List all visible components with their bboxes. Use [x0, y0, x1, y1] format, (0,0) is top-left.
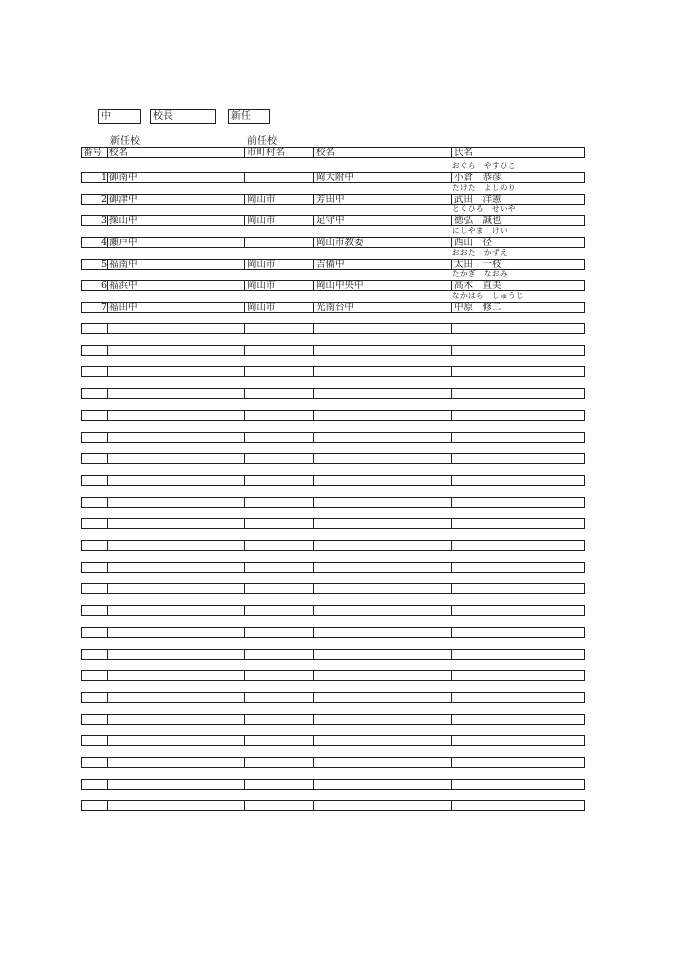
divider	[451, 433, 452, 442]
divider	[313, 389, 314, 398]
header-school: 校名	[109, 148, 129, 157]
divider	[451, 801, 452, 810]
empty-table-row	[81, 366, 585, 377]
divider	[244, 715, 245, 724]
divider	[244, 758, 245, 767]
prev-school-name: 吉備中	[316, 260, 345, 269]
divider	[313, 650, 314, 659]
empty-table-row	[81, 800, 585, 811]
divider	[107, 563, 108, 572]
prev-school-name: 岡大附中	[316, 173, 355, 182]
divider	[451, 519, 452, 528]
divider	[313, 758, 314, 767]
position-text: 校長	[153, 111, 173, 122]
divider	[451, 758, 452, 767]
divider	[313, 628, 314, 637]
table-row	[81, 280, 585, 291]
divider	[107, 736, 108, 745]
divider	[107, 476, 108, 485]
divider	[244, 216, 245, 225]
divider	[107, 238, 108, 247]
divider	[107, 367, 108, 376]
divider	[244, 281, 245, 290]
divider	[107, 758, 108, 767]
divider	[244, 303, 245, 312]
city-name	[247, 173, 313, 182]
divider	[313, 346, 314, 355]
empty-table-row	[81, 779, 585, 790]
divider	[313, 801, 314, 810]
divider	[451, 303, 452, 312]
table-row	[81, 259, 585, 270]
divider	[313, 433, 314, 442]
divider	[313, 584, 314, 593]
divider	[313, 173, 314, 182]
divider	[107, 628, 108, 637]
divider	[313, 780, 314, 789]
empty-table-row	[81, 345, 585, 356]
position-box	[150, 109, 216, 124]
divider	[244, 584, 245, 593]
divider	[313, 195, 314, 204]
divider	[313, 260, 314, 269]
divider	[313, 736, 314, 745]
divider	[451, 693, 452, 702]
prev-school-name: 光南台中	[316, 303, 355, 312]
divider	[107, 715, 108, 724]
divider	[313, 324, 314, 333]
person-name: 徳弘 誠也	[454, 216, 502, 225]
divider	[107, 671, 108, 680]
divider	[313, 541, 314, 550]
new-school-name: 福浜中	[109, 281, 138, 290]
divider	[451, 346, 452, 355]
empty-table-row	[81, 583, 585, 594]
divider	[313, 519, 314, 528]
divider	[107, 606, 108, 615]
city-name: 岡山市	[247, 281, 276, 290]
city-name: 岡山市	[247, 303, 276, 312]
empty-table-row	[81, 627, 585, 638]
divider	[313, 476, 314, 485]
empty-table-row	[81, 562, 585, 573]
divider	[313, 238, 314, 247]
new-school-name: 福田中	[109, 303, 138, 312]
divider	[107, 260, 108, 269]
name-furigana: たかぎ なおみ	[452, 269, 508, 278]
divider	[451, 715, 452, 724]
divider	[451, 173, 452, 182]
row-number: 7	[100, 303, 107, 312]
divider	[107, 650, 108, 659]
header-city: 市町村名	[247, 148, 286, 157]
divider	[313, 671, 314, 680]
new-school-section-label: 新任校	[110, 136, 140, 147]
divider	[451, 606, 452, 615]
divider	[244, 519, 245, 528]
name-furigana: たけた よしのり	[452, 183, 516, 192]
person-name: 太田 一枝	[454, 260, 502, 269]
divider	[451, 671, 452, 680]
divider	[313, 693, 314, 702]
empty-table-row	[81, 432, 585, 443]
divider	[244, 650, 245, 659]
divider	[244, 541, 245, 550]
city-name: 岡山市	[247, 216, 276, 225]
new-school-name: 福南中	[109, 260, 138, 269]
empty-table-row	[81, 475, 585, 486]
table-row	[81, 172, 585, 183]
divider	[451, 411, 452, 420]
divider	[107, 389, 108, 398]
new-school-name: 操山中	[109, 216, 138, 225]
divider	[107, 498, 108, 507]
divider	[313, 216, 314, 225]
divider	[107, 173, 108, 182]
divider	[451, 650, 452, 659]
divider	[107, 801, 108, 810]
new-school-name: 瀬戸中	[109, 238, 138, 247]
divider	[244, 563, 245, 572]
row-number: 2	[100, 195, 107, 204]
empty-table-row	[81, 410, 585, 421]
empty-table-row	[81, 388, 585, 399]
name-furigana: にしやま けい	[452, 226, 508, 235]
divider	[451, 454, 452, 463]
divider	[451, 260, 452, 269]
divider	[244, 324, 245, 333]
divider	[451, 148, 452, 157]
divider	[313, 498, 314, 507]
empty-table-row	[81, 605, 585, 616]
city-name	[247, 238, 313, 247]
divider	[244, 411, 245, 420]
divider	[244, 389, 245, 398]
level-text: 中	[101, 111, 111, 122]
divider	[244, 780, 245, 789]
divider	[244, 148, 245, 157]
header-number: 番号	[83, 148, 103, 157]
city-name: 岡山市	[247, 260, 276, 269]
name-furigana: おぐら やすひこ	[452, 161, 516, 170]
divider	[313, 303, 314, 312]
divider	[244, 498, 245, 507]
header-prev-school: 校名	[316, 148, 336, 157]
empty-table-row	[81, 323, 585, 334]
divider	[107, 433, 108, 442]
divider	[244, 736, 245, 745]
name-furigana: なかはら しゅうじ	[452, 291, 524, 300]
divider	[244, 693, 245, 702]
divider	[451, 498, 452, 507]
new-school-name: 御南中	[109, 173, 138, 182]
divider	[107, 346, 108, 355]
divider	[451, 367, 452, 376]
divider	[244, 628, 245, 637]
level-box	[98, 109, 141, 124]
divider	[313, 606, 314, 615]
new-school-name: 御津中	[109, 195, 138, 204]
row-number: 3	[100, 216, 107, 225]
divider	[313, 281, 314, 290]
row-number: 1	[100, 173, 107, 182]
divider	[451, 216, 452, 225]
divider	[244, 173, 245, 182]
divider	[451, 584, 452, 593]
row-number: 4	[100, 238, 107, 247]
divider	[107, 216, 108, 225]
empty-table-row	[81, 670, 585, 681]
empty-table-row	[81, 649, 585, 660]
divider	[451, 541, 452, 550]
table-header-row	[81, 147, 585, 158]
divider	[451, 563, 452, 572]
divider	[107, 411, 108, 420]
divider	[313, 148, 314, 157]
divider	[451, 476, 452, 485]
empty-table-row	[81, 714, 585, 725]
prev-school-name: 足守中	[316, 216, 345, 225]
divider	[107, 195, 108, 204]
city-name: 岡山市	[247, 195, 276, 204]
table-row	[81, 215, 585, 226]
empty-table-row	[81, 497, 585, 508]
divider	[107, 584, 108, 593]
divider	[107, 693, 108, 702]
divider	[244, 260, 245, 269]
prev-school-name: 岡山市教委	[316, 238, 364, 247]
divider	[244, 476, 245, 485]
divider	[107, 303, 108, 312]
divider	[244, 367, 245, 376]
divider	[244, 454, 245, 463]
empty-table-row	[81, 692, 585, 703]
person-name: 小倉 恭彦	[454, 173, 502, 182]
divider	[244, 671, 245, 680]
divider	[107, 281, 108, 290]
divider	[451, 736, 452, 745]
name-furigana: とくひろ せいや	[452, 204, 516, 213]
type-text: 新任	[231, 111, 251, 122]
empty-table-row	[81, 757, 585, 768]
divider	[313, 367, 314, 376]
divider	[313, 411, 314, 420]
empty-table-row	[81, 518, 585, 529]
divider	[107, 519, 108, 528]
prev-school-section-label: 前任校	[247, 136, 277, 147]
divider	[313, 715, 314, 724]
divider	[107, 324, 108, 333]
divider	[313, 454, 314, 463]
prev-school-name: 芳田中	[316, 195, 345, 204]
divider	[451, 780, 452, 789]
divider	[107, 780, 108, 789]
divider	[244, 433, 245, 442]
prev-school-name: 岡山中央中	[316, 281, 364, 290]
divider	[451, 628, 452, 637]
header-name: 氏名	[454, 148, 474, 157]
type-box	[228, 109, 270, 124]
table-row	[81, 237, 585, 248]
person-name: 武田 洋憲	[454, 195, 502, 204]
divider	[244, 346, 245, 355]
row-number: 5	[100, 260, 107, 269]
divider	[451, 238, 452, 247]
divider	[244, 238, 245, 247]
divider	[451, 389, 452, 398]
divider	[107, 148, 108, 157]
divider	[451, 195, 452, 204]
divider	[107, 541, 108, 550]
divider	[244, 195, 245, 204]
divider	[244, 801, 245, 810]
row-number: 6	[100, 281, 107, 290]
empty-table-row	[81, 540, 585, 551]
person-name: 西山 径	[454, 238, 493, 247]
table-row	[81, 302, 585, 313]
name-furigana: おおた かずえ	[452, 248, 508, 257]
divider	[107, 454, 108, 463]
person-name: 中原 修二	[454, 303, 502, 312]
person-name: 高木 直美	[454, 281, 502, 290]
divider	[451, 281, 452, 290]
divider	[244, 606, 245, 615]
empty-table-row	[81, 735, 585, 746]
divider	[313, 563, 314, 572]
empty-table-row	[81, 453, 585, 464]
divider	[451, 324, 452, 333]
